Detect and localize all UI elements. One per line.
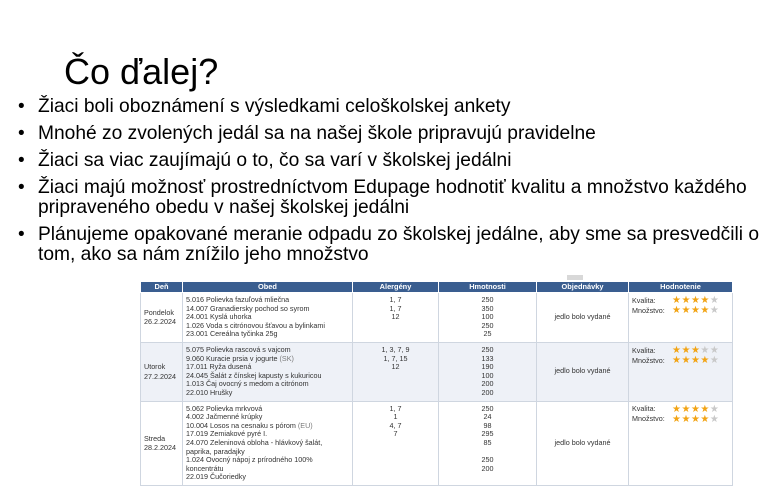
star-icon[interactable]: ★ bbox=[690, 295, 701, 306]
star-icon[interactable]: ★ bbox=[672, 403, 682, 415]
day-name: Utorok bbox=[144, 362, 166, 372]
star-icon[interactable]: ★ bbox=[709, 344, 720, 356]
allergens-cell bbox=[353, 401, 439, 485]
table-row bbox=[141, 342, 733, 401]
meal-item-text: 22.010 Hrušky bbox=[186, 387, 233, 397]
allergen-value: 1 bbox=[393, 412, 398, 422]
bullet-item bbox=[18, 151, 760, 171]
rating-label: Množstvo: bbox=[632, 355, 665, 365]
weight-value: 250 bbox=[481, 403, 494, 413]
column-header-orders[interactable]: Objednávky bbox=[537, 282, 629, 293]
meal-item-text: 23.001 Cereálna tyčinka 25g bbox=[186, 329, 278, 339]
weight-value: 200 bbox=[481, 387, 494, 397]
day-date: 28.2.2024 bbox=[144, 443, 176, 453]
allergen-value: 12 bbox=[391, 362, 400, 372]
meal-item-text: 17.011 Ryža dusená bbox=[186, 362, 252, 372]
star-icon[interactable]: ★ bbox=[700, 413, 710, 425]
bullet-text: Mnohé zo zvolených jedál sa na našej škole pripravujú pravidelne bbox=[38, 123, 596, 144]
meal-item-origin: (EU) bbox=[297, 420, 313, 430]
bullet-marker: • bbox=[18, 150, 25, 171]
meal-item-text: 9.060 Kuracie prsia v jogurte bbox=[186, 353, 278, 363]
weight-value: 100 bbox=[481, 370, 494, 380]
amount-rating bbox=[632, 415, 729, 425]
weight-value: 190 bbox=[481, 362, 494, 372]
rating-cell bbox=[629, 293, 733, 343]
weights-cell bbox=[439, 293, 537, 343]
meal-item-text: 22.019 Čučoriedky bbox=[186, 472, 246, 482]
rating-label: Kvalita: bbox=[632, 404, 656, 414]
bullet-text: Žiaci sa viac zaujímajú o to, čo sa varí v školskej jedálni bbox=[38, 150, 512, 171]
weight-value: 25 bbox=[483, 329, 492, 339]
weight-value: 250 bbox=[481, 295, 494, 304]
allergens-cell bbox=[353, 293, 439, 343]
weights-cell bbox=[439, 401, 537, 485]
weight-value: 250 bbox=[481, 320, 494, 330]
bullet-list bbox=[18, 97, 760, 272]
star-icon[interactable]: ★ bbox=[709, 403, 720, 415]
order-status: jedlo bolo vydané bbox=[537, 293, 629, 343]
star-icon[interactable]: ★ bbox=[709, 295, 720, 306]
day-cell bbox=[141, 401, 183, 485]
column-header-meal[interactable]: Obed bbox=[183, 282, 353, 293]
star-icon[interactable]: ★ bbox=[700, 344, 710, 356]
meal-item-text: 10.004 Losos na cesnaku s pórom bbox=[186, 420, 296, 430]
weight-value: 98 bbox=[483, 420, 492, 430]
meal-cell bbox=[183, 293, 353, 343]
meal-item-text: 24.045 Šalát z čínskej kapusty s kukuricou bbox=[186, 370, 322, 380]
star-icon[interactable]: ★ bbox=[672, 305, 682, 316]
meal-item-text: 24.070 Zeleninová obloha - hlávkový šalát, paprika, paradajky bbox=[186, 437, 323, 456]
meal-item-text: 5.075 Polievka rascová s vajcom bbox=[186, 344, 291, 354]
day-date: 26.2.2024 bbox=[144, 317, 176, 327]
star-icon[interactable]: ★ bbox=[672, 354, 682, 366]
star-icon[interactable]: ★ bbox=[681, 413, 691, 425]
star-icon[interactable]: ★ bbox=[700, 354, 710, 366]
bullet-item bbox=[18, 178, 760, 218]
weight-value: 24 bbox=[483, 412, 492, 422]
meal-item bbox=[186, 473, 349, 482]
star-icon[interactable]: ★ bbox=[700, 403, 710, 415]
slide-title: Čo ďalej? bbox=[64, 51, 219, 92]
rating-label: Kvalita: bbox=[632, 295, 656, 305]
meal-item-text: 17.019 Zemiakové pyré I. bbox=[186, 429, 268, 439]
allergen-value: 12 bbox=[391, 312, 400, 322]
meal-item bbox=[186, 456, 349, 473]
meal-item-text: 1.013 Čaj ovocný s medom a citrónom bbox=[186, 379, 309, 389]
meal-item-origin: (SK) bbox=[279, 353, 294, 363]
allergen-value: 7 bbox=[393, 429, 398, 439]
bullet-text: Plánujeme opakované meranie odpadu zo školskej jedálne, aby sme sa presvedčili o tom, ako sa nám znížilo jeho množstvo bbox=[38, 224, 760, 265]
meal-cell bbox=[183, 401, 353, 485]
star-icon[interactable]: ★ bbox=[681, 295, 691, 306]
rating-cell bbox=[629, 401, 733, 485]
star-icon[interactable]: ★ bbox=[690, 413, 701, 425]
column-header-day[interactable]: Deň bbox=[141, 282, 183, 293]
meal-table bbox=[140, 281, 733, 486]
weight-value: 85 bbox=[483, 437, 492, 447]
weight-value: 200 bbox=[481, 379, 494, 389]
allergen-value: 1, 7 bbox=[389, 303, 402, 313]
allergen-value: 1, 7, 15 bbox=[383, 353, 408, 363]
star-icon[interactable]: ★ bbox=[690, 305, 701, 316]
bullet-marker: • bbox=[18, 224, 25, 245]
weight-value: 200 bbox=[481, 463, 494, 473]
allergen-value: 1, 7 bbox=[389, 403, 402, 413]
allergen-value: 4, 7 bbox=[389, 420, 402, 430]
star-icon[interactable]: ★ bbox=[690, 354, 701, 366]
rating-label: Množstvo: bbox=[632, 414, 665, 424]
column-header-weights[interactable]: Hmotnosti bbox=[439, 282, 537, 293]
allergen-value bbox=[356, 439, 435, 456]
day-cell bbox=[141, 342, 183, 401]
weights-cell bbox=[439, 342, 537, 401]
weight-value: 350 bbox=[481, 303, 494, 313]
bullet-marker: • bbox=[18, 123, 25, 144]
meal-item-text: 1.026 Voda s citrónovou šťavou a bylinkami bbox=[186, 320, 325, 330]
rating-label: Množstvo: bbox=[632, 305, 665, 315]
order-status: jedlo bolo vydané bbox=[537, 342, 629, 401]
day-date: 27.2.2024 bbox=[144, 371, 176, 381]
weight-value: 133 bbox=[481, 353, 494, 363]
meal-item-text: 5.062 Polievka mrkvová bbox=[186, 403, 263, 413]
weight-value: 295 bbox=[481, 429, 494, 439]
scroll-handle[interactable] bbox=[567, 275, 583, 280]
star-icon[interactable]: ★ bbox=[700, 305, 710, 316]
meal-item bbox=[186, 439, 349, 456]
allergen-value: 1, 7 bbox=[389, 295, 402, 304]
column-header-rating[interactable]: Hodnotenie bbox=[629, 282, 733, 293]
bullet-marker: • bbox=[18, 96, 25, 117]
star-icon[interactable]: ★ bbox=[681, 354, 691, 366]
table-row bbox=[141, 401, 733, 485]
star-icon[interactable]: ★ bbox=[681, 403, 691, 415]
star-icon[interactable]: ★ bbox=[700, 295, 710, 306]
day-name: Streda bbox=[144, 433, 166, 443]
bullet-item bbox=[18, 225, 760, 265]
bullet-item bbox=[18, 97, 760, 117]
table-row bbox=[141, 293, 733, 343]
meal-item bbox=[186, 330, 349, 339]
meal-item-text: 1.024 Ovocný nápoj z prírodného 100% koncentrátu bbox=[186, 455, 313, 473]
meal-item-text: 5.016 Polievka fazuľová mliečna bbox=[186, 295, 290, 304]
weight-value: 250 bbox=[481, 344, 494, 354]
weight-value: 250 bbox=[481, 455, 494, 465]
column-header-allergens[interactable]: Alergény bbox=[353, 282, 439, 293]
star-icon[interactable]: ★ bbox=[709, 305, 720, 316]
star-icon[interactable]: ★ bbox=[672, 413, 682, 425]
star-icon[interactable]: ★ bbox=[709, 354, 720, 366]
star-icon[interactable]: ★ bbox=[690, 403, 701, 415]
day-cell bbox=[141, 293, 183, 343]
weight-value: 100 bbox=[481, 312, 494, 322]
star-icon[interactable]: ★ bbox=[672, 295, 682, 306]
meal-table-screenshot bbox=[140, 281, 732, 482]
star-icon[interactable]: ★ bbox=[709, 413, 720, 425]
table-header-row bbox=[141, 282, 733, 293]
meal-item-text: 14.007 Granadiersky pochod so syrom bbox=[186, 303, 310, 313]
star-icon[interactable]: ★ bbox=[672, 344, 682, 356]
day-name: Pondelok bbox=[144, 307, 174, 317]
star-icon[interactable]: ★ bbox=[681, 305, 691, 316]
allergens-cell bbox=[353, 342, 439, 401]
bullet-item bbox=[18, 124, 760, 144]
bullet-text: Žiaci majú možnosť prostredníctvom Edupage hodnotiť kvalitu a množstvo každého pripraveného obedu v našej školskej jedálni bbox=[38, 177, 747, 218]
star-rating[interactable] bbox=[672, 356, 719, 366]
bullet-marker: • bbox=[18, 177, 25, 198]
star-icon[interactable]: ★ bbox=[690, 344, 701, 356]
star-rating[interactable] bbox=[672, 306, 719, 316]
amount-rating bbox=[632, 356, 729, 366]
allergen-value: 1, 3, 7, 9 bbox=[381, 344, 410, 354]
bullet-text: Žiaci boli oboznámení s výsledkami celoškolskej ankety bbox=[38, 96, 511, 117]
star-rating[interactable] bbox=[672, 415, 719, 425]
meal-item-text: 4.002 Jačmenné krúpky bbox=[186, 412, 263, 422]
star-icon[interactable]: ★ bbox=[681, 344, 691, 356]
rating-label: Kvalita: bbox=[632, 345, 656, 355]
meal-item bbox=[186, 389, 349, 398]
meal-item-text: 24.001 Kyslá uhorka bbox=[186, 312, 252, 322]
amount-rating bbox=[632, 306, 729, 316]
rating-cell bbox=[629, 342, 733, 401]
meal-cell bbox=[183, 342, 353, 401]
order-status: jedlo bolo vydané bbox=[537, 401, 629, 485]
